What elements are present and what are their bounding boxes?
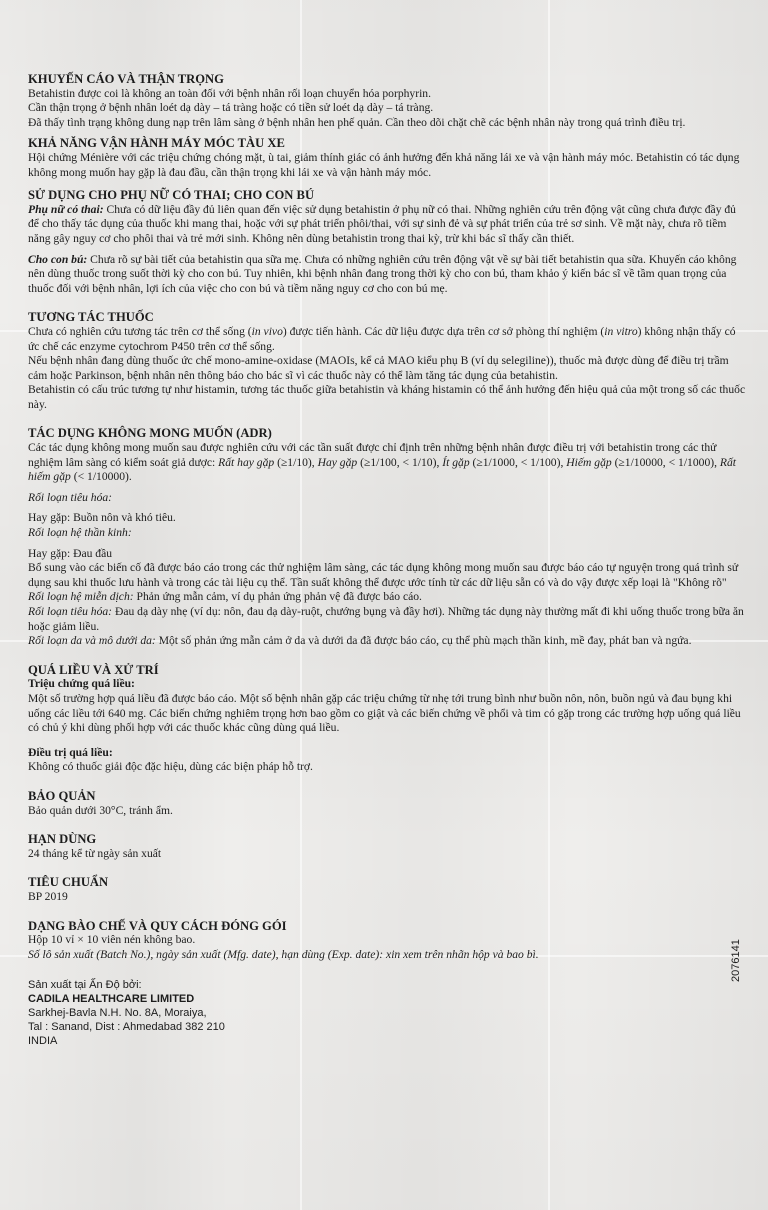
subheading: Rối loạn tiêu hóa:: [28, 490, 113, 504]
section-standard: [28, 875, 748, 904]
paragraph: Rối loạn tiêu hóa: Đau dạ dày nhẹ (ví dụ: nôn, đau dạ dày-ruột, chướng bụng và đầy hơi). Những tác dụng này thường mất đi khi uống thuốc trong bữa ăn hoặc giảm liều.: [28, 605, 744, 633]
section-shelf-life: [28, 832, 748, 861]
section-title: TÁC DỤNG KHÔNG MONG MUỐN (ADR): [28, 426, 272, 441]
paragraph: Bổ sung vào các biến cố đã được báo cáo trong các thử nghiệm lâm sàng, các tác dụng không mong muốn sau được báo cáo tự nguyện trong quá trình sử dụng sau khi thuốc lưu hành và trong các tài liệu cụ thể. Tần suất không thể được ước tính từ các dữ liệu sẵn có và do vậy được xếp loại là "Không rõ": [28, 561, 739, 589]
paragraph: Các tác dụng không mong muốn sau được nghiên cứu với các tần suất được chỉ định trên những bệnh nhân được điều trị với betahistin trong các thử nghiệm lâm sàng có kiểm soát giả dược: Rất hay gặp (≥1/10), Hay gặp (≥1/100, < 1/10), Ít gặp (≥1/1000, < 1/100), Hiếm gặp (≥1/10000, < 1/1000), Rất hiếm gặp (< 1/10000).: [28, 441, 737, 484]
section-storage: [28, 789, 748, 818]
section-title: KHUYẾN CÁO VÀ THẬN TRỌNG: [28, 72, 224, 86]
paragraph: [28, 253, 748, 297]
section-warnings: [28, 72, 748, 130]
leaflet-content: [28, 72, 748, 1048]
section-title: HẠN DÙNG: [28, 832, 97, 847]
section-title: TIÊU CHUẨN: [28, 875, 109, 890]
manufacturer-block: [28, 978, 748, 1048]
section-title: DẠNG BÀO CHẾ VÀ QUY CÁCH ĐÓNG GÓI: [28, 918, 287, 933]
paragraph: Hay gặp: Đau đầu: [28, 546, 113, 560]
paragraph: Betahistin được coi là không an toàn đối với bệnh nhân rối loạn chuyển hóa porphyrin.: [28, 86, 431, 100]
paragraph: Không có thuốc giải độc đặc hiệu, dùng các biện pháp hỗ trợ.: [28, 760, 313, 774]
section-packaging: [28, 919, 748, 963]
section-adr: [28, 426, 748, 648]
section-title: SỬ DỤNG CHO PHỤ NỮ CÓ THAI; CHO CON BÚ: [28, 188, 315, 203]
section-interactions: [28, 310, 748, 412]
paragraph: Một số trường hợp quá liều đã được báo cáo. Một số bệnh nhân gặp các triệu chứng từ nhẹ tới trung bình như buồn nôn, nôn, buồn ngủ và đau bụng khi uống các liều tới 640 mg. Các biến chứng nghiêm trọng hơn bao gồm co giật và các biến chứng về phổi và tim có gặp trong các trường hợp uống quá liều có chủ ý khi dùng phối hợp với các thuốc khác cũng dùng quá liều.: [28, 691, 741, 735]
subheading: Phụ nữ có thai:: [28, 202, 104, 216]
paragraph: [28, 203, 748, 247]
section-title: QUÁ LIỀU VÀ XỬ TRÍ: [28, 662, 159, 677]
paragraph: Số lô sản xuất (Batch No.), ngày sản xuất (Mfg. date), hạn dùng (Exp. date): xin xem trên nhãn hộp và bao bì.: [28, 947, 539, 961]
paragraph: Nếu bệnh nhân đang dùng thuốc ức chế mono-amine-oxidase (MAOIs, kể cả MAO kiểu phụ B (ví dụ selegiline)), thuốc mà được dùng để điều trị trầm cảm hoặc Parkinson, bệnh nhân nên thông báo cho bác sĩ vì các thuốc này có thể làm tăng tác dụng của betahistin.: [28, 354, 729, 382]
paragraph: Đã thấy tình trạng không dung nạp trên lâm sàng ở bệnh nhân hen phế quản. Cần theo dõi chặt chẽ các bệnh nhân này trong quá trình điều trị.: [28, 115, 686, 129]
section-title: KHẢ NĂNG VẬN HÀNH MÁY MÓC TÀU XE: [28, 136, 285, 151]
section-pregnancy: [28, 188, 748, 296]
subheading: Rối loạn hệ thần kinh:: [28, 526, 132, 540]
paragraph: Rối loạn hệ miễn dịch: Phản ứng mẫn cảm, ví dụ phản ứng phản vệ đã được báo cáo.: [28, 590, 422, 604]
company-name: CADILA HEALTHCARE LIMITED: [28, 993, 195, 1006]
paragraph: BP 2019: [28, 889, 68, 903]
address-line: Tal : Sanand, Dist : Ahmedabad 382 210: [28, 1021, 225, 1034]
paragraph: Chưa có nghiên cứu tương tác trên cơ thể sống (in vivo) được tiến hành. Các dữ liệu được dựa trên cơ sở phòng thí nghiệm (in vitro) không nhận thấy có ức chế các enzyme cytochrom P450 trên cơ thể sống.: [28, 324, 736, 353]
section-title: TƯƠNG TÁC THUỐC: [28, 310, 154, 325]
paragraph: Bảo quản dưới 30°C, tránh ẩm.: [28, 803, 173, 817]
section-title: BẢO QUẢN: [28, 788, 96, 803]
paragraph-text: Chưa rõ sự bài tiết của betahistin qua sữa mẹ. Chưa có những nghiên cứu trên động vật về sự bài tiết betahistin qua sữa. Khuyến cáo không nên dùng thuốc trong suốt thời kỳ cho con bú. Tuy nhiên, khi bệnh nhân đang trong thời kỳ cho con bú, tham khảo ý kiến bác sĩ về tầm quan trọng của thuốc đối với bệnh nhân, lợi ích của việc cho con bú và tiềm năng nguy cơ cho con bú mẹ.: [28, 252, 737, 295]
address-line: Sarkhej-Bavla N.H. No. 8A, Moraiya,: [28, 1007, 207, 1020]
section-driving: [28, 136, 748, 180]
paragraph: Hộp 10 vỉ × 10 viên nén không bao.: [28, 933, 196, 947]
paragraph: Betahistin có cấu trúc tương tự như histamin, tương tác thuốc giữa betahistin và kháng histamin có thể ảnh hưởng đến hiệu quả của một trong số các thuốc này.: [28, 383, 746, 411]
paragraph: Hội chứng Ménière với các triệu chứng chóng mặt, ù tai, giảm thính giác có ảnh hưởng đến khả năng lái xe và vận hành máy móc. Betahistin có tác dụng không mong muốn hay gặp là đau đầu, cần thận trọng khi lái xe và vận hành máy móc.: [28, 150, 740, 179]
subheading: Điều trị quá liều:: [28, 745, 113, 759]
country: INDIA: [28, 1035, 58, 1048]
paragraph: 24 tháng kể từ ngày sản xuất: [28, 846, 162, 860]
paragraph: Hay gặp: Buồn nôn và khó tiêu.: [28, 511, 176, 525]
paragraph: Cần thận trọng ở bệnh nhân loét dạ dày – tá tràng hoặc có tiền sử loét dạ dày – tá tràng.: [28, 101, 434, 115]
document-code: 2076141: [730, 939, 742, 982]
section-overdose: [28, 663, 748, 775]
subheading: Triệu chứng quá liều:: [28, 677, 135, 691]
subheading: Cho con bú:: [28, 252, 88, 266]
made-in-label: Sản xuất tại Ấn Độ bởi:: [28, 979, 142, 992]
paragraph: Rối loạn da và mô dưới da: Một số phản ứng mẫn cảm ở da và dưới da đã được báo cáo, cụ thể phù mạch thần kinh, mề đay, phát ban và ngứa.: [28, 634, 692, 648]
paragraph-text: Chưa có dữ liệu đầy đủ liên quan đến việc sử dụng betahistin ở phụ nữ có thai. Những nghiên cứu trên động vật cũng chưa được đầy đủ để cho thấy tác dụng của thuốc khi mang thai, hoặc với sự phát triển phôi/thai, với sự sinh đẻ và sự phát triển của trẻ sơ sinh. Về mặt này, chưa rõ tiềm năng gây nguy cơ cho phôi thai và trẻ mới sinh. Không nên dùng betahistin trong thai kỳ, trừ khi bác sĩ thấy cần thiết.: [28, 202, 736, 245]
